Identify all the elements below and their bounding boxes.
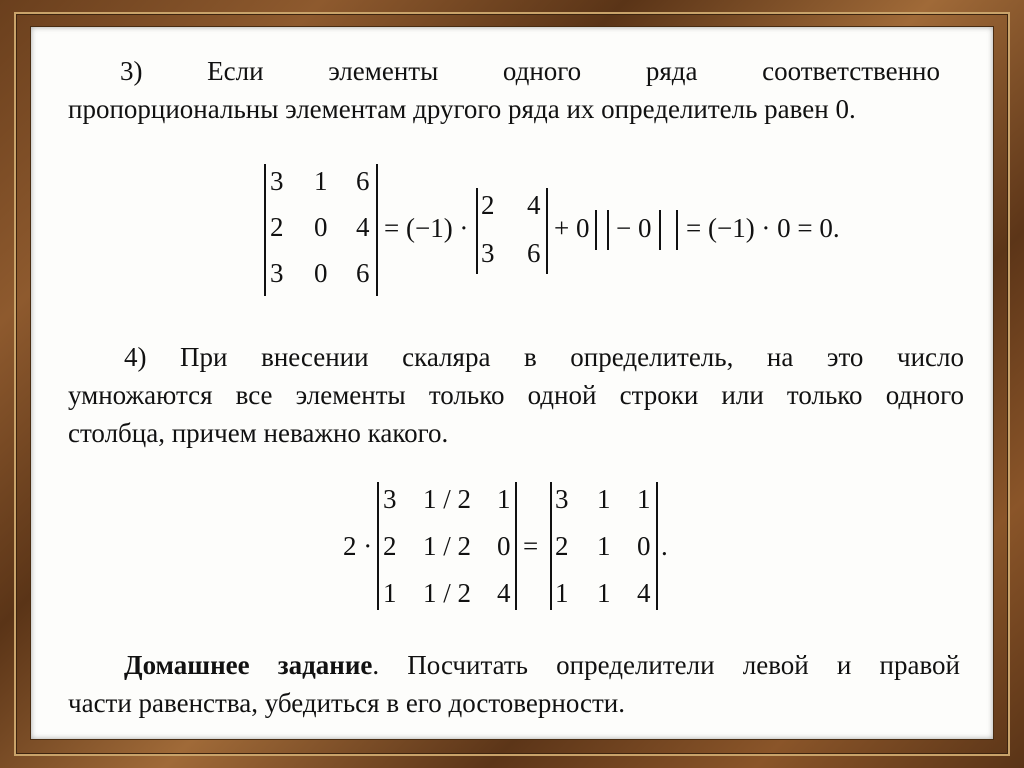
det1-cell-r3c2: 0 — [314, 258, 328, 288]
det3-cell-r1c2: 1 — [597, 484, 611, 514]
minor-cell-r1c2: 4 — [527, 190, 541, 220]
section-3-text — [68, 52, 940, 128]
det3-cell-r2c3: 0 — [637, 531, 651, 561]
formula1-plus-zero: + 0 — [554, 213, 590, 243]
det2-cell-r3c1: 1 — [383, 578, 397, 608]
det3-cell-r3c3: 4 — [637, 578, 651, 608]
det1-cell-r1c2: 1 — [314, 166, 328, 196]
formula1-eq-factor: = (−1) · — [384, 213, 469, 243]
det2-cell-r2c3: 0 — [497, 531, 511, 561]
det3-cell-r2c1: 2 — [555, 531, 569, 561]
homework-text — [68, 646, 960, 722]
homework-text-1: . Посчитать определители левой и правой — [372, 650, 960, 680]
formula2-equals: = — [523, 531, 539, 561]
det2-cell-r3c3: 4 — [497, 578, 511, 608]
det2-cell-r1c2: 1 / 2 — [423, 484, 472, 514]
minor-cell-r2c1: 3 — [481, 238, 495, 268]
det1-cell-r3c3: 6 — [356, 258, 370, 288]
section-4-line-3: столбца, причем неважно какого. — [68, 418, 449, 448]
section-4-line-1: 4) При внесении скаляра в определитель, на это число — [124, 342, 964, 372]
det2-cell-r1c1: 3 — [383, 484, 397, 514]
det2-cell-r2c1: 2 — [383, 531, 397, 561]
det2-cell-r2c2: 1 / 2 — [423, 531, 472, 561]
det3-cell-r3c1: 1 — [555, 578, 569, 608]
det3-cell-r1c1: 3 — [555, 484, 569, 514]
det3-cell-r1c3: 1 — [637, 484, 651, 514]
det3-cell-r2c2: 1 — [597, 531, 611, 561]
det3-cell-r3c2: 1 — [597, 578, 611, 608]
section-4-line-2: умножаются все элементы только одной строки или только одного — [68, 380, 964, 410]
det2-cell-r1c3: 1 — [497, 484, 511, 514]
formula2-scalar: 2 · — [343, 531, 373, 561]
formula2-period: . — [661, 531, 668, 561]
minor-cell-r1c1: 2 — [481, 190, 495, 220]
section-3-line-2: пропорциональны элементам другого ряда их определитель равен 0. — [68, 94, 856, 124]
formula1-minus-zero: − 0 — [616, 213, 652, 243]
det2-cell-r3c2: 1 / 2 — [423, 578, 472, 608]
homework-line-1 — [68, 646, 960, 684]
homework-line-2: части равенства, убедиться в его достоверности. — [68, 688, 625, 718]
det1-cell-r2c2: 0 — [314, 212, 328, 242]
det1-cell-r2c1: 2 — [270, 212, 284, 242]
det1-cell-r1c3: 6 — [356, 166, 370, 196]
det1-cell-r1c1: 3 — [270, 166, 284, 196]
section-3-line-1: 3) Если элементы одного ряда соответственно — [120, 56, 940, 86]
det1-cell-r3c1: 3 — [270, 258, 284, 288]
homework-label: Домашнее задание — [124, 650, 373, 680]
formula1-result: = (−1) · 0 = 0. — [686, 213, 840, 243]
minor-cell-r2c2: 6 — [527, 238, 541, 268]
det1-cell-r2c3: 4 — [356, 212, 370, 242]
section-4-text — [68, 338, 964, 452]
